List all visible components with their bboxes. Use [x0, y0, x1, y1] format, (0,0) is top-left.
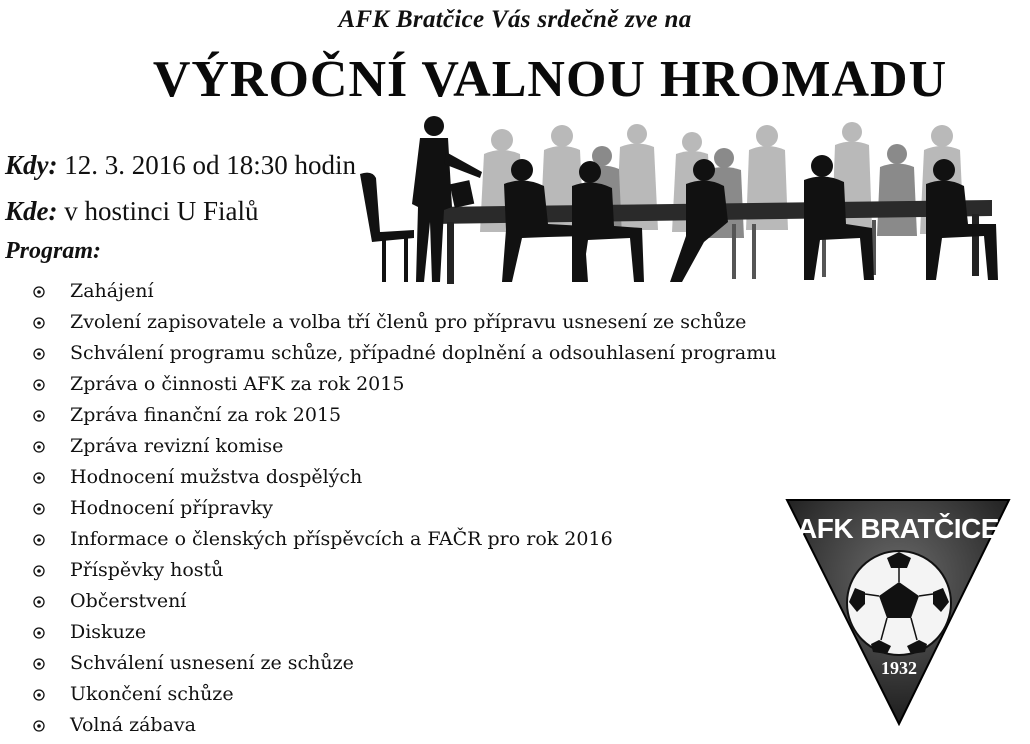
soccer-ball-bullet-icon [33, 317, 45, 329]
soccer-ball-bullet-icon [33, 658, 45, 670]
where-value: v hostinci U Fialů [64, 196, 259, 226]
agenda-item-text: Zahájení [70, 280, 154, 302]
agenda-item-text: Informace o členských příspěvcích a FAČR pro rok 2016 [70, 528, 613, 550]
soccer-ball-bullet-icon [33, 596, 45, 608]
soccer-ball-bullet-icon [33, 503, 45, 515]
soccer-ball-bullet-icon [33, 627, 45, 639]
soccer-ball-icon [847, 551, 951, 655]
list-item [0, 369, 800, 400]
agenda-list [0, 276, 800, 741]
logo-founded-year: 1932 [881, 658, 917, 678]
list-item [0, 524, 800, 555]
list-item [0, 338, 800, 369]
invitation-line: AFK Bratčice Vás srdečně zve na [338, 6, 692, 33]
agenda-item-text: Hodnocení mužstva dospělých [70, 466, 363, 488]
agenda-item-text: Občerstvení [70, 590, 187, 612]
soccer-ball-bullet-icon [33, 348, 45, 360]
list-item [0, 679, 800, 710]
program-label: Program: [5, 238, 101, 264]
list-item [0, 307, 800, 338]
list-item [0, 555, 800, 586]
list-item [0, 617, 800, 648]
soccer-ball-bullet-icon [33, 441, 45, 453]
club-logo [783, 498, 1013, 726]
list-item [0, 648, 800, 679]
when-line [5, 150, 356, 181]
list-item [0, 431, 800, 462]
agenda-item-text: Hodnocení přípravky [70, 497, 273, 519]
agenda-item-text: Příspěvky hostů [70, 559, 224, 581]
list-item [0, 710, 800, 741]
list-item [0, 400, 800, 431]
agenda-item-text: Zpráva finanční za rok 2015 [70, 404, 342, 426]
list-item [0, 493, 800, 524]
soccer-ball-bullet-icon [33, 534, 45, 546]
list-item [0, 276, 800, 307]
where-line [5, 196, 258, 227]
agenda-item-text: Volná zábava [70, 714, 196, 736]
list-item [0, 462, 800, 493]
when-label: Kdy: [5, 150, 58, 180]
list-item [0, 586, 800, 617]
soccer-ball-bullet-icon [33, 689, 45, 701]
agenda-item-text: Ukončení schůze [70, 683, 234, 705]
agenda-item-text: Schválení programu schůze, případné doplnění a odsouhlasení programu [70, 342, 777, 364]
agenda-item-text: Schválení usnesení ze schůze [70, 652, 354, 674]
agenda-item-text: Diskuze [70, 621, 147, 643]
agenda-item-text: Zpráva o činnosti AFK za rok 2015 [70, 373, 405, 395]
when-value: 12. 3. 2016 od 18:30 hodin [64, 150, 356, 180]
agenda-item-text: Zvolení zapisovatele a volba tří členů pro přípravu usnesení ze schůze [70, 311, 747, 333]
page-title: VÝROČNÍ VALNOU HROMADU [152, 51, 948, 108]
logo-club-name: AFK BRATČICE [797, 513, 999, 544]
soccer-ball-bullet-icon [33, 286, 45, 298]
soccer-ball-bullet-icon [33, 720, 45, 732]
meeting-silhouette-illustration [352, 112, 1012, 297]
soccer-ball-bullet-icon [33, 472, 45, 484]
soccer-ball-bullet-icon [33, 565, 45, 577]
where-label: Kde: [5, 196, 58, 226]
agenda-item-text: Zpráva revizní komise [70, 435, 284, 457]
soccer-ball-bullet-icon [33, 410, 45, 422]
soccer-ball-bullet-icon [33, 379, 45, 391]
